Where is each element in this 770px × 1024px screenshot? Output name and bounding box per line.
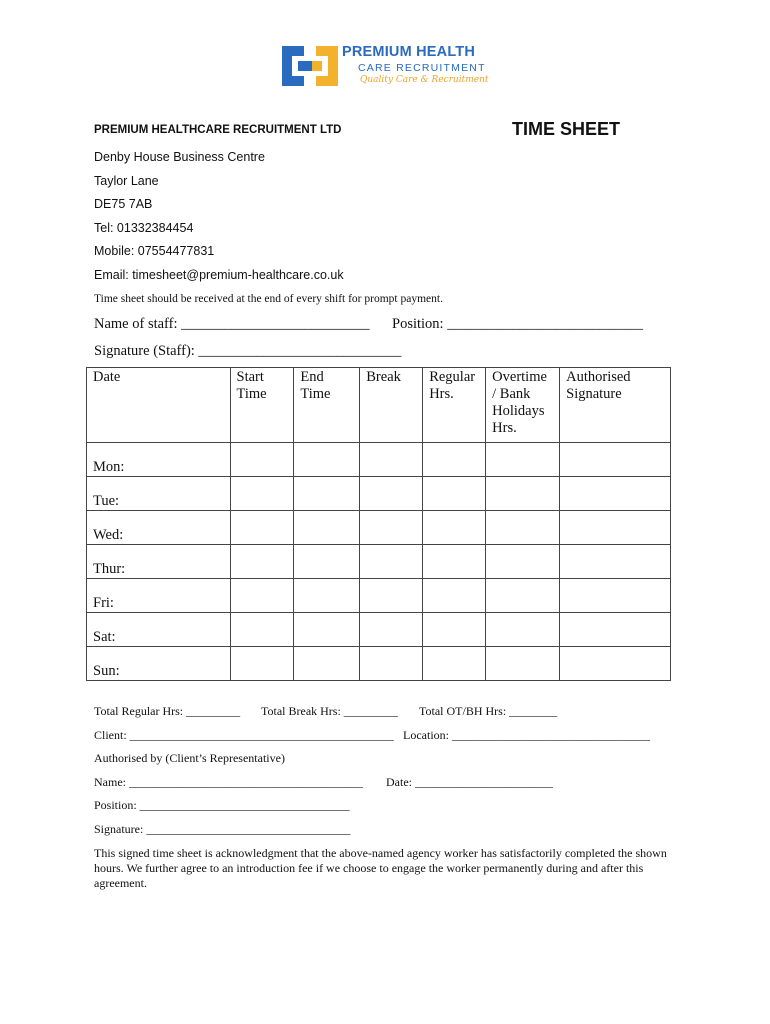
- end-time-cell[interactable]: [294, 613, 360, 647]
- signature-cell[interactable]: [560, 647, 671, 681]
- address-line-2: Taylor Lane: [94, 174, 159, 188]
- break-cell[interactable]: [360, 613, 423, 647]
- overtime-hrs-cell[interactable]: [486, 477, 560, 511]
- logo-title: PREMIUM HEALTH: [342, 44, 476, 60]
- break-cell[interactable]: [360, 511, 423, 545]
- start-time-cell[interactable]: [230, 511, 294, 545]
- authoriser-signature-field[interactable]: Signature: __________________________________: [94, 822, 351, 836]
- authoriser-name-field[interactable]: Name: _______________________________________: [94, 775, 363, 789]
- column-header-start-time: Start Time: [230, 368, 294, 443]
- regular-hrs-cell[interactable]: [423, 613, 486, 647]
- start-time-cell[interactable]: [230, 477, 294, 511]
- day-label: Fri:: [87, 579, 231, 613]
- table-row-thur: [87, 545, 671, 579]
- column-header-end-time: End Time: [294, 368, 360, 443]
- staff-signature-field[interactable]: Signature (Staff): ____________________________: [94, 343, 402, 359]
- table-row-fri: [87, 579, 671, 613]
- day-label: Wed:: [87, 511, 231, 545]
- day-label: Thur:: [87, 545, 231, 579]
- regular-hrs-cell[interactable]: [423, 477, 486, 511]
- day-label: Sat:: [87, 613, 231, 647]
- day-label: Mon:: [87, 443, 231, 477]
- total-otbh-hrs-field[interactable]: Total OT/BH Hrs: ________: [419, 704, 558, 718]
- table-row-sun: [87, 647, 671, 681]
- address-postcode: DE75 7AB: [94, 197, 153, 211]
- day-label: Sun:: [87, 647, 231, 681]
- break-cell[interactable]: [360, 579, 423, 613]
- authorised-by-heading: Authorised by (Client’s Representative): [94, 751, 285, 765]
- signature-cell[interactable]: [560, 545, 671, 579]
- end-time-cell[interactable]: [294, 443, 360, 477]
- start-time-cell[interactable]: [230, 647, 294, 681]
- table-row-mon: [87, 443, 671, 477]
- company-logo: [282, 44, 522, 88]
- regular-hrs-cell[interactable]: [423, 511, 486, 545]
- total-break-hrs-field[interactable]: Total Break Hrs: _________: [261, 704, 398, 718]
- table-header-row: [87, 368, 671, 443]
- page-title: TIME SHEET: [512, 119, 621, 139]
- acknowledgement-paragraph: This signed time sheet is acknowledgment that the above-named agency worker has satisfactorily completed the shown hours. We further agree to an introduction fee if we choose to engage the worker permanently during and after this agreement.: [94, 846, 667, 890]
- overtime-hrs-cell[interactable]: [486, 647, 560, 681]
- regular-hrs-cell[interactable]: [423, 647, 486, 681]
- signature-cell[interactable]: [560, 477, 671, 511]
- address-line-1: Denby House Business Centre: [94, 150, 265, 164]
- day-label: Tue:: [87, 477, 231, 511]
- overtime-hrs-cell[interactable]: [486, 613, 560, 647]
- start-time-cell[interactable]: [230, 613, 294, 647]
- authoriser-position-field[interactable]: Position: ___________________________________: [94, 798, 350, 812]
- overtime-hrs-cell[interactable]: [486, 579, 560, 613]
- end-time-cell[interactable]: [294, 545, 360, 579]
- break-cell[interactable]: [360, 477, 423, 511]
- logo-subtitle: CARE RECRUITMENT: [358, 62, 486, 74]
- column-header-date: Date: [87, 368, 231, 443]
- regular-hrs-cell[interactable]: [423, 545, 486, 579]
- table-row-wed: [87, 511, 671, 545]
- authoriser-date-field[interactable]: Date: _______________________: [386, 775, 553, 789]
- total-regular-hrs-field[interactable]: Total Regular Hrs: _________: [94, 704, 241, 718]
- column-header-overtime-hrs: Overtime / Bank Holidays Hrs.: [486, 368, 560, 443]
- timesheet-table: [86, 367, 671, 681]
- overtime-hrs-cell[interactable]: [486, 511, 560, 545]
- signature-cell[interactable]: [560, 579, 671, 613]
- start-time-cell[interactable]: [230, 443, 294, 477]
- break-cell[interactable]: [360, 443, 423, 477]
- submission-note: Time sheet should be received at the end of every shift for prompt payment.: [94, 293, 443, 305]
- end-time-cell[interactable]: [294, 647, 360, 681]
- end-time-cell[interactable]: [294, 579, 360, 613]
- start-time-cell[interactable]: [230, 545, 294, 579]
- overtime-hrs-cell[interactable]: [486, 545, 560, 579]
- column-header-regular-hrs: Regular Hrs.: [423, 368, 486, 443]
- name-of-staff-field[interactable]: Name of staff: __________________________: [94, 316, 370, 332]
- start-time-cell[interactable]: [230, 579, 294, 613]
- overtime-hrs-cell[interactable]: [486, 443, 560, 477]
- end-time-cell[interactable]: [294, 477, 360, 511]
- column-header-authorised-signature: Authorised Signature: [560, 368, 671, 443]
- regular-hrs-cell[interactable]: [423, 443, 486, 477]
- logo-tagline: Quality Care & Recruitment: [360, 75, 489, 85]
- break-cell[interactable]: [360, 647, 423, 681]
- table-row-sat: [87, 613, 671, 647]
- telephone: Tel: 01332384454: [94, 221, 194, 235]
- client-field[interactable]: Client: ____________________________________________: [94, 728, 394, 742]
- signature-cell[interactable]: [560, 511, 671, 545]
- end-time-cell[interactable]: [294, 511, 360, 545]
- email: Email: timesheet@premium-healthcare.co.uk: [94, 268, 344, 282]
- mobile: Mobile: 07554477831: [94, 244, 215, 258]
- column-header-break: Break: [360, 368, 423, 443]
- company-name: PREMIUM HEALTHCARE RECRUITMENT LTD: [94, 124, 342, 136]
- signature-cell[interactable]: [560, 443, 671, 477]
- regular-hrs-cell[interactable]: [423, 579, 486, 613]
- medical-cross-logo-icon: [282, 46, 338, 86]
- signature-cell[interactable]: [560, 613, 671, 647]
- break-cell[interactable]: [360, 545, 423, 579]
- table-row-tue: [87, 477, 671, 511]
- location-field[interactable]: Location: _________________________________: [403, 728, 650, 742]
- position-field[interactable]: Position: ___________________________: [392, 316, 643, 332]
